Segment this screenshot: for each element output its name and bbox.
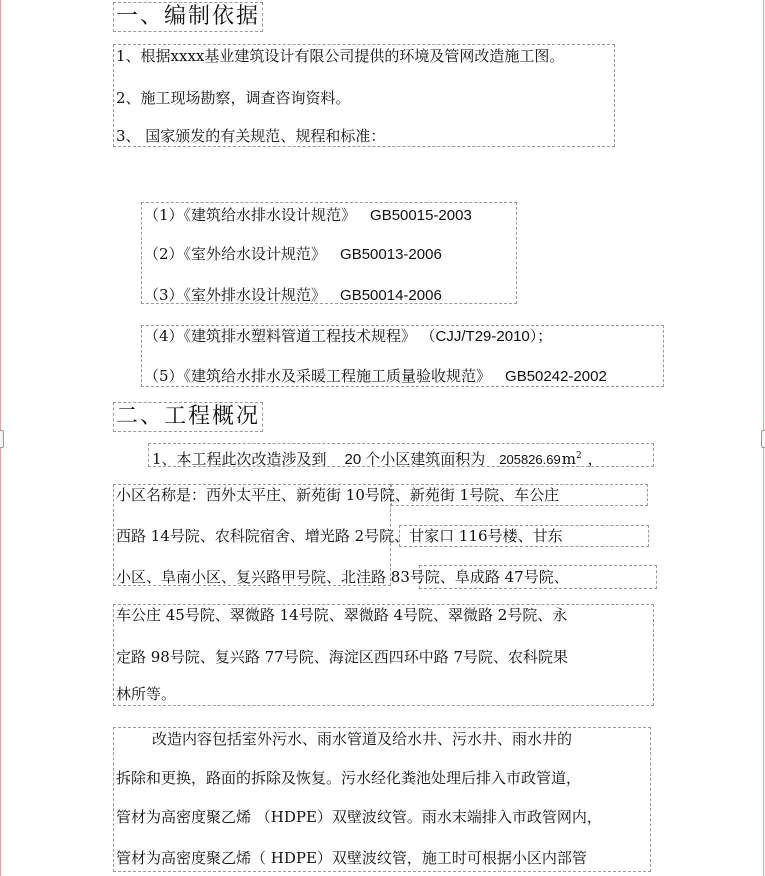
community-line-2: 西路 14号院、农科院宿舍、增光路 2号院、甘家口 116号楼、甘东 [116, 527, 563, 545]
standard-4-title: （4）《建筑排水塑料管道工程技术规程》 [144, 327, 417, 345]
standard-2 [144, 244, 442, 265]
scope-line-2: 拆除和更换，路面的拆除及恢复。污水经化粪池处理后排入市政管道， [116, 769, 582, 787]
building-area: 205826.69 [499, 452, 561, 467]
basis-item-1: 1、根据xxxx基业建筑设计有限公司提供的环境及管网改造施工图。 [116, 47, 565, 65]
area-unit-sup: 2 [575, 451, 582, 461]
standard-4-code: （CJJ/T29-2010）； [428, 328, 553, 345]
community-line-6: 林所等。 [116, 685, 177, 703]
section2-heading: 二、工程概况 [116, 404, 261, 429]
standard-5 [144, 366, 607, 387]
left-scroll-handle[interactable] [0, 430, 4, 448]
standard-3-code: GB50014-2006 [340, 287, 442, 304]
standard-5-code: GB50242-2002 [505, 368, 607, 385]
area-unit: m [561, 450, 576, 468]
standard-2-code: GB50013-2006 [340, 246, 442, 263]
standard-5-title: （5）《建筑给水排水及采暖工程施工质量验收规范》 [144, 367, 492, 385]
right-scroll-handle[interactable] [761, 430, 765, 448]
intro-middle: 个小区建筑面积为 [365, 450, 486, 468]
intro-line [152, 446, 603, 470]
community-line-4: 车公庄 45号院、翠微路 14号院、翠微路 4号院、翠微路 2号院、永 [116, 606, 568, 624]
scope-line-4: 管材为高密度聚乙烯（ HDPE）双壁波纹管，施工时可根据小区内部管 [116, 849, 587, 867]
standard-3-title: （3）《室外排水设计规范》 [144, 286, 327, 304]
community-line-1: 小区名称是：西外太平庄、新苑街 10号院、新苑街 1号院、车公庄 [116, 486, 560, 504]
standard-4 [144, 326, 552, 347]
community-line-3: 小区、阜南小区、复兴路甲号院、北洼路 83号院、阜成路 47号院、 [116, 568, 569, 586]
standard-1-code: GB50015-2003 [370, 207, 472, 224]
basis-item-3: 3、 国家颁发的有关规范、规程和标准： [116, 127, 386, 145]
community-line-5: 定路 98号院、复兴路 77号院、海淀区西四环中路 7号院、农科院果 [116, 648, 569, 666]
standard-1-title: （1）《建筑给水排水设计规范》 [144, 206, 357, 224]
intro-suffix: ， [587, 450, 603, 468]
scope-line-3: 管材为高密度聚乙烯 （HDPE）双壁波纹管。雨水末端排入市政管网内， [116, 808, 602, 826]
standard-2-title: （2）《室外给水设计规范》 [144, 245, 327, 263]
section1-heading: 一、编制依据 [116, 4, 261, 29]
standard-3 [144, 285, 442, 306]
basis-item-2: 2、施工现场勘察，调查咨询资料。 [116, 89, 351, 107]
scope-line-1: 改造内容包括室外污水、雨水管道及给水井、污水井、雨水井的 [152, 730, 573, 748]
standard-1 [144, 205, 472, 226]
community-count: 20 [344, 451, 362, 468]
intro-prefix: 1、本工程此次改造涉及到 [152, 450, 327, 468]
